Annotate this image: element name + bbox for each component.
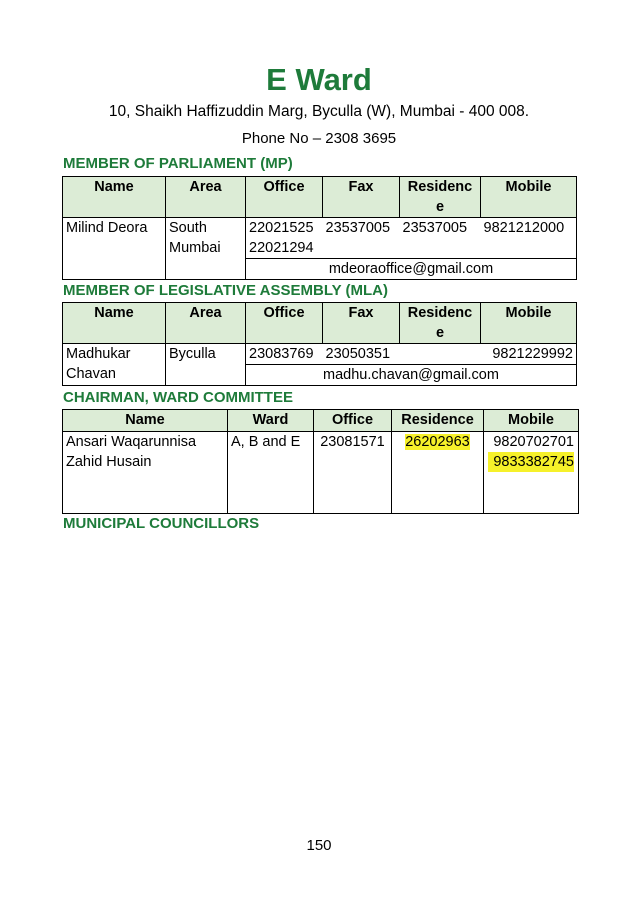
mp-section-heading: MEMBER OF PARLIAMENT (MP) bbox=[63, 155, 293, 172]
col-header-area: Area bbox=[166, 177, 246, 218]
mp-fax: 23537005 bbox=[325, 220, 391, 236]
chairman-table bbox=[62, 409, 579, 514]
col-header-office: Office bbox=[246, 303, 323, 344]
mla-mobile: 9821229992 bbox=[481, 344, 577, 365]
page-number: 150 bbox=[306, 837, 332, 854]
mla-area: Byculla bbox=[166, 344, 246, 386]
mp-office-2: 22021294 bbox=[249, 240, 314, 256]
col-header-fax: Fax bbox=[323, 177, 400, 218]
chairman-mobile-cell bbox=[484, 432, 579, 514]
mla-fax: 23050351 bbox=[325, 346, 391, 362]
chairman-header-row bbox=[63, 410, 579, 432]
chairman-mobile-1: 9820702701 bbox=[493, 434, 574, 450]
mp-area: South Mumbai bbox=[166, 218, 246, 280]
col-header-mobile: Mobile bbox=[484, 410, 579, 432]
mla-residence bbox=[400, 344, 481, 365]
chairman-name: Ansari Waqarunnisa Zahid Husain bbox=[63, 432, 228, 514]
mla-table bbox=[62, 302, 577, 386]
mla-email: madhu.chavan@gmail.com bbox=[246, 365, 577, 386]
mp-office-1: 22021525 bbox=[249, 220, 314, 236]
col-header-mobile: Mobile bbox=[481, 177, 577, 218]
mp-mobile: 9821212000 bbox=[481, 218, 577, 259]
col-header-fax: Fax bbox=[323, 303, 400, 344]
ward-address: 10, Shaikh Haffizuddin Marg, Byculla (W), Mumbai - 400 008. bbox=[108, 103, 530, 120]
col-header-residence: Residenc e bbox=[400, 303, 481, 344]
mla-header-row bbox=[63, 303, 577, 344]
mla-section-heading: MEMBER OF LEGISLATIVE ASSEMBLY (MLA) bbox=[63, 282, 389, 299]
councillors-section-heading: MUNICIPAL COUNCILLORS bbox=[63, 515, 260, 532]
chairman-section-heading: CHAIRMAN, WARD COMMITTEE bbox=[63, 389, 293, 406]
chairman-residence: 26202963 bbox=[405, 434, 470, 450]
mp-office bbox=[246, 218, 323, 259]
col-header-office: Office bbox=[314, 410, 392, 432]
col-header-residence: Residenc e bbox=[400, 177, 481, 218]
col-header-name: Name bbox=[63, 303, 166, 344]
col-header-name: Name bbox=[63, 177, 166, 218]
mp-residence: 23537005 bbox=[402, 220, 468, 236]
col-header-residence: Residence bbox=[392, 410, 484, 432]
col-header-name: Name bbox=[63, 410, 228, 432]
chairman-mobile-2: 9833382745 bbox=[488, 452, 574, 472]
col-header-office: Office bbox=[246, 177, 323, 218]
col-header-area: Area bbox=[166, 303, 246, 344]
mp-data-row bbox=[63, 218, 577, 259]
mp-name: Milind Deora bbox=[63, 218, 166, 280]
mla-data-row bbox=[63, 344, 577, 365]
col-header-mobile: Mobile bbox=[481, 303, 577, 344]
chairman-data-row bbox=[63, 432, 579, 514]
mp-table bbox=[62, 176, 577, 280]
mp-email: mdeoraoffice@gmail.com bbox=[246, 259, 577, 280]
chairman-residence-cell bbox=[392, 432, 484, 514]
ward-title: E Ward bbox=[266, 62, 372, 97]
chairman-office: 23081571 bbox=[314, 432, 392, 514]
mla-office: 23083769 bbox=[246, 344, 323, 365]
chairman-ward: A, B and E bbox=[228, 432, 314, 514]
ward-phone: Phone No – 2308 3695 bbox=[241, 130, 397, 147]
mla-name: Madhukar Chavan bbox=[63, 344, 166, 386]
mp-header-row bbox=[63, 177, 577, 218]
col-header-ward: Ward bbox=[228, 410, 314, 432]
